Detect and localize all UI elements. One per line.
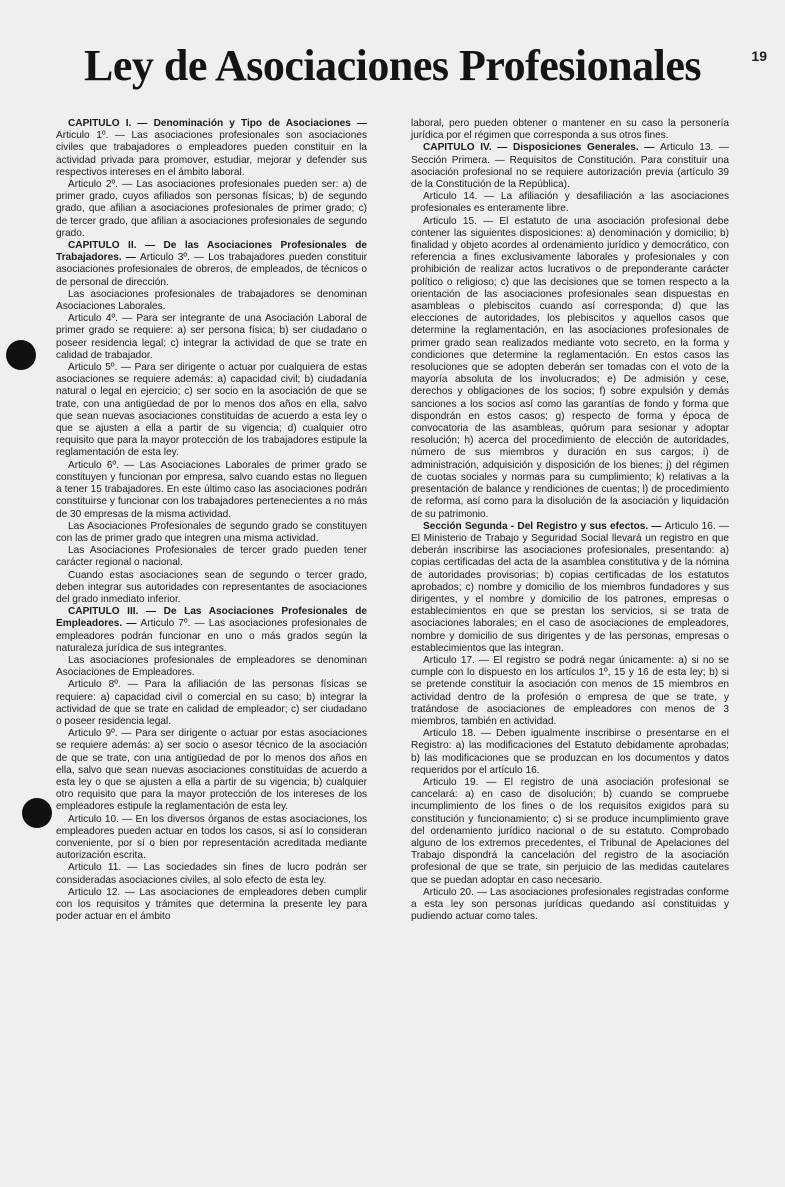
- article-paragraph: [411, 191, 729, 215]
- article-paragraph: [411, 142, 729, 191]
- article-paragraph: [56, 313, 367, 362]
- article-paragraph: [56, 814, 367, 863]
- article-paragraph: [411, 728, 729, 777]
- article-paragraph: [56, 679, 367, 728]
- article-text: Las Asociaciones Profesionales de segundo grado se constituyen con las de primer grado que integren una misma actividad.: [56, 520, 367, 544]
- article-paragraph: [56, 460, 367, 521]
- section-heading: CAPITULO IV. — Disposiciones Generales. —: [423, 142, 660, 154]
- article-paragraph: [411, 777, 729, 887]
- article-paragraph: [56, 362, 367, 460]
- article-text: Articulo 15. — El estatuto de una asociación profesional debe contener las siguientes disposiciones: a) denominación y domicilio; b) finalidad y objeto acordes al ordenamiento jurídico y democrático, con referencia a fines exclusivamente laborales y profesionales y con prohibición de realizar actos lucrativos o de preponderante carácter político o religioso; c) que las decisiones que se tomen respecto a la orientación de las asociaciones profesionales sean dispuestas en asambleas o plebiscitos cuando así corresponda; d) que las elecciones de autoridades, los plebiscitos y aquellos casos que determine la reglamentación, en las asociaciones profesionales de primer grado sean realizados mediante voto secreto, en la forma y condiciones que determine la reglamentación. En estos casos las resoluciones que se adopten deberán ser tomadas con el voto de la mayoría absoluta de los involucrados; e) De admisión y cese, derechos y obligaciones de los socios; f) sobre expulsión y demás sanciones a los socios así como las garantías de fondo y forma que dispondrán en estos casos; g) respecto de forma y época de convocatoria de las asambleas, quórum para sesionar y adoptar resolución; h) acerca del procedimiento de elección de autoridades, número de sus miembros y duración en sus cargos; i) de administración, adquisición y disposición de los bienes; j) del régimen de cuotas sociales y normas para su cumplimiento; k) relativas a la presentación de balance y rendiciones de cuentas; l) de procedimiento de reforma, así como para la disolución de la asociación y liquidación de su patrimonio.: [411, 215, 729, 520]
- article-paragraph: [56, 521, 367, 545]
- article-paragraph: [56, 240, 367, 289]
- article-paragraph: [56, 545, 367, 569]
- article-text: Articulo 5º. — Para ser dirigente o actuar por cualquiera de estas asociaciones se requiere además: a) capacidad civil; b) ciudadanía natural o legal en ejercicio; c) ser socio en la asociación de que se trate, con una antigüedad de por lo menos dos años en ella, salvo que sean nuevas asociaciones constituidas de acuerdo a esta ley o que se ajusten a ella a partir de su vigencia; d) cualquier otro requisito que para la mayor protección de los trabajadores estipule la reglamentación de esta ley.: [56, 362, 367, 459]
- section-heading: CAPITULO I. — Denominación y Tipo de Asociaciones —: [68, 118, 367, 129]
- right-text-column: [411, 118, 729, 923]
- article-text: Articulo 3º. — Los trabajadores pueden constituir asociaciones profesionales de obreros, de empleados, de técnicos o de personal de dirección.: [56, 252, 368, 288]
- article-paragraph: [56, 655, 367, 679]
- article-text: Articulo 6º. — Las Asociaciones Laborales de primer grado se constituyen y funcionan por empresa, salvo cuando estas no lleguen a tener 15 trabajadores. En este último caso las asociaciones podrán constituirse y funcionar con los trabajadores pertenecientes a no más de 30 empresas de la misma actividad.: [56, 459, 367, 520]
- article-text: Articulo 12. — Las asociaciones de empleadores deben cumplir con los requisitos y trámites que determina la presente ley para poder actuar en el ámbito: [56, 886, 367, 923]
- article-text: Articulo 13. — Sección Primera. — Requisitos de Constitución. Para constituir una asociación profesional no se requiere autorización previa (artículo 39 de la Constitución de la República).: [411, 142, 729, 191]
- document-title: Ley de Asociaciones Profesionales: [84, 41, 701, 90]
- article-text: Articulo 17. — El registro se podrá negar únicamente: a) si no se cumple con lo dispuesto en los artículos 1º, 15 y 16 de esta ley; b) si se pretende constituir la asociación con menos de 15 miembros en actividad dentro de la profesión o empresa de que se trate, y tratándose de asociaciones de empleadores con menos de 3 miembros, también en actividad.: [411, 654, 729, 727]
- article-text: Articulo 14. — La afiliación y desafiliación a las asociaciones profesionales es enteramente libre.: [411, 191, 729, 215]
- article-paragraph: [56, 570, 367, 607]
- article-text: Articulo 16. — El Ministerio de Trabajo y Seguridad Social llevará un registro en que deberán inscribirse las asociaciones profesionales, presentando: a) copias certificadas del acta de la asamblea constitutiva y de la nómina de autoridades provisorias; b) copias certificadas de los estatutos aprobados; c) nombre y domicilio de los miembros fundadores y sus dirigentes, y el nombre y domicilio de los patrones, empresas o establecimientos en que se prestan los servicios, si se trata de asociaciones laborales; en el caso de asociaciones de empleadores, nombre y domicilio de sus dirigentes y de las personas, empresas o establecimientos que las integran.: [411, 520, 729, 654]
- punch-hole: [22, 798, 52, 828]
- section-heading: CAPITULO III. — De Las Asociaciones Profesionales de Empleadores. —: [56, 606, 367, 630]
- section-heading: CAPITULO II. — De las Asociaciones Profesionales de Trabajadores. —: [56, 240, 367, 264]
- article-text: Articulo 1º. — Las asociaciones profesionales son asociaciones civiles que trabajadores o empleadores pueden constituir en la actividad privada para promover, estudiar, mejorar y defender sus respectivos intereses en el ámbito laboral.: [56, 130, 367, 178]
- article-text: Articulo 19. — El registro de una asociación profesional se cancelará: a) en caso de disolución; b) cuando se compruebe incumplimiento de los fines o de los requisitos exigidos para su constitución y funcionamiento; c) si se produce incumplimiento grave del ordenamiento jurídico nacional o de su estatuto. Comprobado alguno de los extremos precedentes, el Tribunal de Apelaciones del Trabajo dispondrá la cancelación del registro de la asociación profesional de que se trate, sin perjuicio de las medidas cautelares que se puedan adoptar en caso necesario.: [411, 776, 729, 886]
- article-paragraph: [411, 887, 729, 924]
- article-paragraph: [56, 862, 367, 886]
- article-paragraph: [56, 887, 367, 924]
- article-paragraph: [411, 216, 729, 521]
- article-paragraph: [411, 655, 729, 728]
- article-paragraph: [411, 118, 729, 142]
- article-text: Las Asociaciones Profesionales de tercer grado pueden tener carácter regional o nacional.: [56, 545, 367, 569]
- section-heading: Sección Segunda - Del Registro y sus efectos. —: [423, 520, 665, 532]
- article-paragraph: [56, 606, 367, 655]
- article-text: Articulo 11. — Las sociedades sin fines de lucro podrán ser consideradas asociaciones civiles, al solo efecto de esta ley.: [56, 862, 367, 886]
- article-text: Articulo 7º. — Las asociaciones profesionales de empleadores podrán funcionar en uno o más grados según la naturaleza jurídica de sus integrantes.: [56, 618, 367, 654]
- article-paragraph: [411, 521, 729, 655]
- left-text-column: [56, 118, 367, 923]
- page-number: 19: [751, 48, 767, 64]
- article-text: Las asociaciones profesionales de trabajadores se denominan Asociaciones Laborales.: [56, 288, 367, 313]
- article-paragraph: [56, 179, 367, 240]
- article-paragraph: [56, 289, 367, 313]
- article-text: Articulo 20. — Las asociaciones profesionales registradas conforme a esta ley son personas jurídicas quedando así constituidas y pudiendo actuar como tales.: [411, 886, 729, 923]
- article-text: Articulo 4º. — Para ser integrante de una Asociación Laboral de primer grado se requiere: a) ser persona física; b) ser ciudadano o poseer residencia legal; c) integrar la actividad de que se trate en calidad de trabajador.: [56, 313, 367, 361]
- article-text: Articulo 9º. — Para ser dirigente o actuar por estas asociaciones se requiere además: a) ser socio o asesor técnico de la asociación de que se trate, con una antigüedad de por lo menos dos años en ella, salvo que sean nuevas asociaciones constituidas de acuerdo a esta ley o que se ajusten a ella a partir de su vigencia; b) cualquier otro requisito que para la mayor protección de los intereses de los empleadores estipule la reglamentación de esta ley.: [56, 728, 367, 813]
- article-paragraph: [56, 118, 367, 179]
- article-text: Cuando estas asociaciones sean de segundo o tercer grado, deben integrar sus autoridades con representantes de asociaciones del grado inmediato inferior.: [56, 569, 367, 605]
- article-text: Articulo 2º. — Las asociaciones profesionales pueden ser: a) de primer grado, cuyos afiliados son personas físicas; b) de segundo grado, que afilian a asociaciones profesionales de primer grado; c) de tercer grado, que afilian a asociaciones profesionales de segundo grado.: [56, 179, 367, 239]
- article-text: laboral, pero pueden obtener o mantener en su caso la personería jurídica por el régimen que corresponda a sus otros fines.: [411, 118, 729, 142]
- article-text: Las asociaciones profesionales de empleadores se denominan Asociaciones de Empleadores.: [56, 654, 367, 679]
- article-text: Articulo 8º. — Para la afiliación de las personas físicas se requiere: a) capacidad civil o comercial en su caso; b) integrar la actividad de que se trate en calidad de empleador; c) ser ciudadano o poseer residencia legal.: [56, 679, 367, 727]
- article-text: Articulo 18. — Deben igualmente inscribirse o presentarse en el Registro: a) las modificaciones del Estatuto debidamente aprobadas; b) las modificaciones que se produzcan en los documentos y datos requeridos por el artículo 16.: [411, 728, 729, 776]
- punch-hole: [6, 340, 36, 370]
- article-paragraph: [56, 728, 367, 813]
- article-text: Articulo 10. — En los diversos órganos de estas asociaciones, los empleadores pueden actuar en todos los casos, si así lo consideran conveniente, por sí o bien por representación acreditada mediante autorización escrita.: [56, 813, 367, 862]
